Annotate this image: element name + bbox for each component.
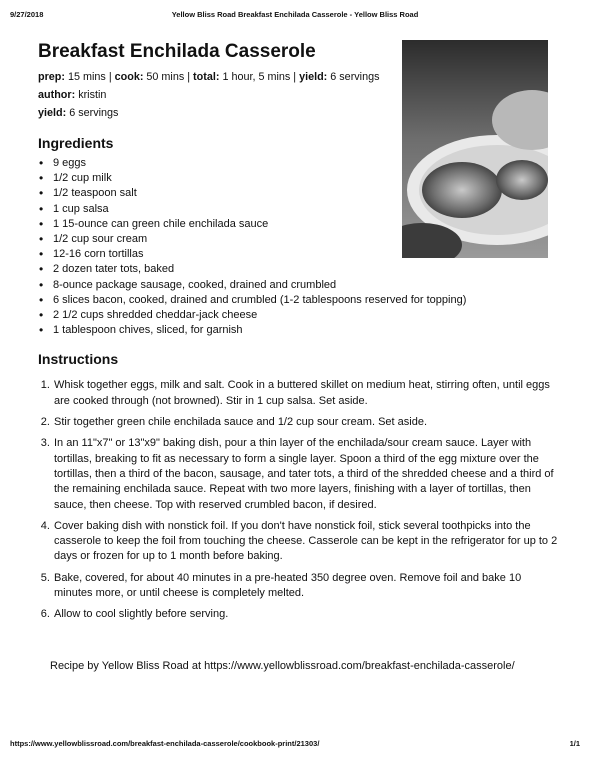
recipe-title: Breakfast Enchilada Casserole bbox=[38, 41, 316, 62]
ingredient-item: • 1/2 cup milk bbox=[53, 171, 558, 186]
instruction-step: 1. Whisk together eggs, milk and salt. Cook in a buttered skillet on medium heat, stirring often, until eggs are cooked through (not browned). Stir in 1 cup salsa. Set aside. bbox=[53, 378, 558, 409]
ingredient-item: • 1 cup salsa bbox=[53, 202, 558, 217]
ingredient-item: • 1 15-ounce can green chile enchilada sauce bbox=[53, 217, 558, 232]
ingredient-item: • 1 tablespoon chives, sliced, for garnish bbox=[53, 323, 558, 338]
ingredients-list bbox=[38, 156, 558, 338]
ingredient-item: • 8-ounce package sausage, cooked, drained and crumbled bbox=[53, 278, 558, 293]
print-date: 9/27/2018 bbox=[10, 10, 44, 19]
yield-label: yield: bbox=[299, 71, 328, 83]
instruction-step: 2. Stir together green chile enchilada sauce and 1/2 cup sour cream. Set aside. bbox=[53, 415, 558, 430]
instruction-step: 3. In an 11"x7" or 13"x9" baking dish, pour a thin layer of the enchilada/sour cream sauce. Layer with tortillas, breaking to fit as necessary to form a single layer. Spoon a third of the egg mixture over the tortillas, then a third of the bacon, sausage, and tater tots, a third of the shredded cheese and a third of the remaining enchilada sauce. Repeat with two more layers, finishing with a layer of tortillas, then sauce, then cheese. Top with reserved crumbled bacon, if desired. bbox=[53, 436, 558, 512]
ingredient-item: • 1/2 cup sour cream bbox=[53, 232, 558, 247]
ingredient-item: • 9 eggs bbox=[53, 156, 558, 171]
yield-value: 6 servings bbox=[330, 71, 380, 83]
author-label: author: bbox=[38, 89, 76, 101]
total-value: 1 hour, 5 mins bbox=[222, 71, 291, 83]
yield-value-2: 6 servings bbox=[69, 107, 119, 119]
recipe-yield bbox=[38, 104, 558, 122]
instructions-list bbox=[38, 378, 558, 622]
recipe-meta bbox=[38, 68, 558, 122]
instruction-step: 5. Bake, covered, for about 40 minutes in a pre-heated 350 degree oven. Remove foil and bake 10 minutes more, or until cheese is completely melted. bbox=[53, 571, 558, 602]
ingredient-item: • 12-16 corn tortillas bbox=[53, 247, 558, 262]
print-page-title: Yellow Bliss Road Breakfast Enchilada Casserole - Yellow Bliss Road bbox=[171, 10, 419, 19]
instruction-step: 6. Allow to cool slightly before serving. bbox=[53, 607, 558, 622]
prep-label: prep: bbox=[38, 71, 65, 83]
instruction-step: 4. Cover baking dish with nonstick foil. If you don't have nonstick foil, stick several toothpicks into the casserole to keep the foil from touching the cheese. Casserole can be kept in the refrigerator for up to 2 days or frozen for up to 1 month before baking. bbox=[53, 519, 558, 565]
recipe-card bbox=[38, 40, 558, 629]
recipe-author bbox=[38, 86, 558, 104]
print-url: https://www.yellowblissroad.com/breakfast-enchilada-casserole/cookbook-print/21303/ bbox=[10, 739, 320, 748]
recipe-source-note: Recipe by Yellow Bliss Road at https://www.yellowblissroad.com/breakfast-enchilada-casserole/ bbox=[50, 660, 515, 672]
recipe-times bbox=[38, 68, 558, 86]
ingredient-item: • 1/2 teaspoon salt bbox=[53, 186, 558, 201]
prep-value: 15 mins bbox=[68, 71, 106, 83]
instructions-heading: Instructions bbox=[38, 351, 119, 368]
author-value: kristin bbox=[78, 89, 107, 101]
cook-value: 50 mins bbox=[146, 71, 185, 83]
yield-label-2: yield: bbox=[38, 107, 67, 119]
page-number: 1/1 bbox=[569, 739, 580, 748]
ingredients-heading: Ingredients bbox=[38, 135, 114, 151]
ingredient-item: • 2 dozen tater tots, baked bbox=[53, 262, 558, 277]
total-label: total: bbox=[193, 71, 220, 83]
meta-separator: | bbox=[293, 71, 297, 83]
meta-separator: | bbox=[108, 71, 112, 83]
ingredient-item: • 2 1/2 cups shredded cheddar-jack cheese bbox=[53, 308, 558, 323]
meta-separator: | bbox=[187, 71, 191, 83]
cook-label: cook: bbox=[114, 71, 144, 83]
ingredient-item: • 6 slices bacon, cooked, drained and crumbled (1-2 tablespoons reserved for topping) bbox=[53, 293, 558, 308]
